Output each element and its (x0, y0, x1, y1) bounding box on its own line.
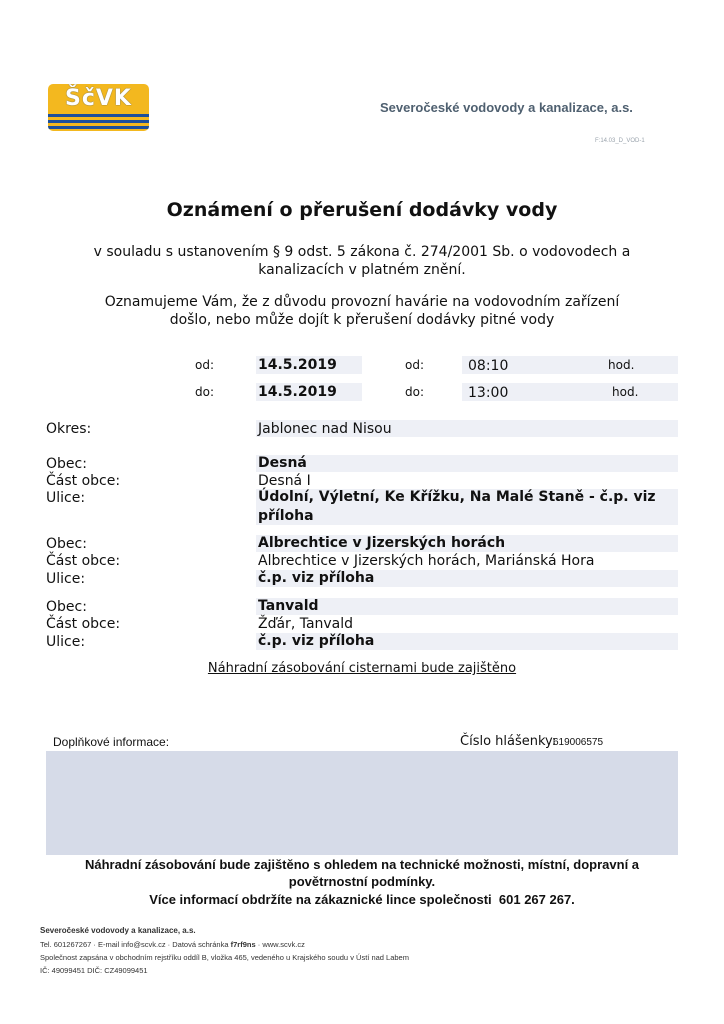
hotline-text: Více informací obdržíte na zákaznické lince společnosti (149, 892, 492, 907)
district-label: Okres: (46, 421, 92, 437)
to-time-label: do: (405, 385, 425, 399)
from-date-label: od: (195, 358, 215, 372)
cast-obce-label: Část obce: (46, 553, 121, 569)
from-time: 08:10 (468, 358, 509, 374)
additional-info-label: Doplňkové informace: (53, 735, 170, 749)
logo-stripe (48, 114, 149, 117)
supply-conditions-line-2: povětrnostní podmínky. (288, 874, 436, 889)
obec-label: Obec: (46, 536, 87, 552)
obec-label: Obec: (46, 456, 87, 472)
ulice-label: Ulice: (46, 490, 86, 506)
obec-label: Obec: (46, 599, 87, 615)
district-value: Jablonec nad Nisou (258, 421, 392, 437)
substitute-supply-note: Náhradní zásobování cisternami bude zajištěno (207, 661, 517, 676)
legal-basis-line-1: v souladu s ustanovením § 9 odst. 5 zákona č. 274/2001 Sb. o vodovodech a (93, 244, 631, 260)
company-name: Severočeské vodovody a kanalizace, a.s. (380, 100, 633, 115)
report-number-label: Číslo hlášenky: (460, 734, 557, 749)
from-time-label: od: (405, 358, 425, 372)
obec-field (256, 598, 678, 615)
additional-info-box (46, 751, 678, 855)
ulice-value: č.p. viz příloha (258, 633, 375, 649)
obec-value: Desná (258, 455, 307, 471)
legal-basis-line-2: kanalizacích v platném znění. (258, 262, 466, 278)
form-code: F:14.03_D_VOD-1 (595, 138, 645, 144)
ulice-label: Ulice: (46, 634, 86, 650)
logo-stripe (48, 126, 149, 129)
to-date: 14.5.2019 (258, 384, 337, 400)
footer-contact-text: Tel. 601267267 · E-mail info@scvk.cz · Datová schránka (40, 940, 229, 949)
cast-obce-label: Část obce: (46, 616, 121, 632)
footer-registry: Společnost zapsána v obchodním rejstříku oddíl B, vložka 465, vedeného u Krajského soudu v Ústí nad Labem (40, 953, 409, 962)
hotline-phone: 601 267 267. (498, 892, 575, 907)
to-hours-label: hod. (612, 385, 639, 399)
cast-obce-value: Desná I (258, 473, 311, 489)
ulice-value: č.p. viz příloha (258, 570, 375, 586)
footer-databox: f7rf9ns (230, 940, 256, 949)
ulice-value-line-1: Údolní, Výletní, Ke Křížku, Na Malé Staně - č.p. viz (258, 489, 656, 505)
footer-contact (40, 940, 305, 949)
cast-obce-value: Žďár, Tanvald (258, 616, 354, 632)
cast-obce-label: Část obce: (46, 473, 121, 489)
announcement-line-1: Oznamujeme Vám, že z důvodu provozní havárie na vodovodním zařízení (104, 294, 620, 310)
logo-text: ŠčVK (65, 86, 132, 111)
page-title: Oznámení o přerušení dodávky vody (166, 199, 558, 221)
hotline-line (0, 892, 724, 907)
ulice-value-line-2: příloha (258, 508, 314, 524)
company-logo (48, 84, 149, 131)
obec-value: Tanvald (258, 598, 319, 614)
to-date-label: do: (195, 385, 215, 399)
ulice-label: Ulice: (46, 571, 86, 587)
report-number: 619006575 (553, 737, 604, 748)
footer-company: Severočeské vodovody a kanalizace, a.s. (40, 926, 196, 935)
footer-ids: IČ: 49099451 DIČ: CZ49099451 (40, 966, 148, 975)
announcement-line-2: došlo, nebo může dojít k přerušení dodávky pitné vody (169, 312, 555, 328)
obec-value: Albrechtice v Jizerských horách (258, 535, 506, 551)
supply-conditions-line-1: Náhradní zásobování bude zajištěno s ohledem na technické možnosti, místní, dopravní a (84, 857, 640, 872)
footer-web: · www.scvk.cz (257, 940, 305, 949)
obec-field (256, 455, 678, 472)
logo-stripe (48, 120, 149, 123)
to-time: 13:00 (468, 385, 509, 401)
cast-obce-value: Albrechtice v Jizerských horách, Mariánská Hora (258, 553, 595, 569)
from-date: 14.5.2019 (258, 357, 337, 373)
from-hours-label: hod. (608, 358, 635, 372)
